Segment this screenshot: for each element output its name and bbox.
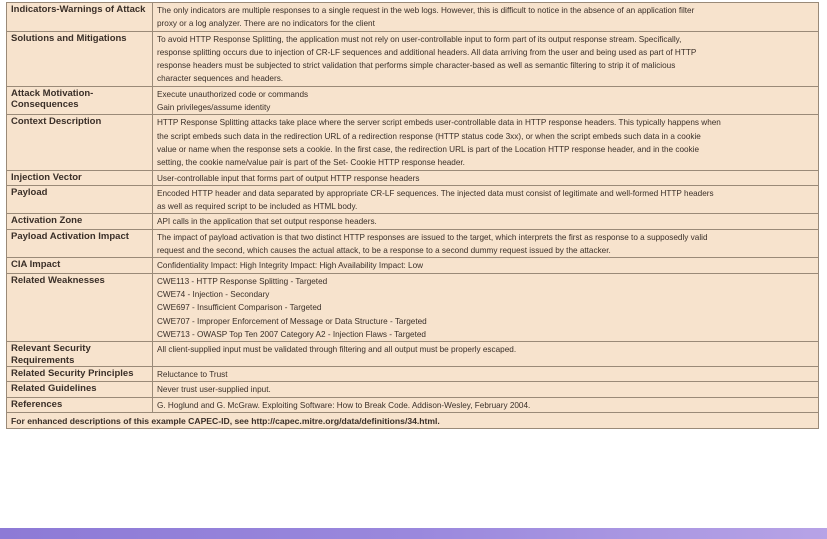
row-value <box>153 382 819 397</box>
row-value <box>153 86 819 115</box>
table-row <box>7 31 819 86</box>
value-line: The only indicators are multiple responses to a single request in the web logs. However, this is difficult to notice in the absence of an application filter <box>157 6 695 15</box>
row-label: Injection Vector <box>7 170 153 185</box>
bottom-accent-bar <box>0 528 827 539</box>
row-value <box>153 170 819 185</box>
value-line: CWE713 - OWASP Top Ten 2007 Category A2 - Injection Flaws - Targeted <box>157 329 426 339</box>
value-line: request and the second, which causes the actual attack, to be a response to a second dummy request issued by the attacker. <box>157 246 611 256</box>
value-line: Execute unauthorized code or commands <box>157 89 309 99</box>
row-label: Payload <box>7 185 153 214</box>
table-row <box>7 366 819 381</box>
row-label: Payload Activation Impact <box>7 229 153 258</box>
value-line: Encoded HTTP header and data separated by appropriate CR-LF sequences. The injected data must consist of legitimate and well-formed HTTP headers <box>157 188 714 198</box>
row-value <box>153 366 819 381</box>
table-row <box>7 382 819 397</box>
row-value <box>153 115 819 170</box>
row-value <box>153 342 819 367</box>
row-label: CIA Impact <box>7 258 153 273</box>
value-line: CWE707 - Improper Enforcement of Message or Data Structure - Targeted <box>157 316 427 326</box>
row-label: Related Guidelines <box>7 382 153 397</box>
table-body <box>7 3 819 413</box>
table-row <box>7 214 819 229</box>
row-label: Relevant Security Requirements <box>7 342 153 367</box>
row-label: Attack Motivation-Consequences <box>7 86 153 115</box>
value-line: HTTP Response Splitting attacks take place where the server script embeds user-controllable data in HTTP response headers. This typically happens when <box>157 118 721 128</box>
row-label: Related Security Principles <box>7 366 153 381</box>
row-value <box>153 258 819 273</box>
value-line: response splitting occurs due to injection of CR-LF sequences and additional headers. All data arriving from the user and being used as part of HTTP <box>157 47 697 57</box>
value-line: Reluctance to Trust <box>157 369 228 379</box>
value-line: value or name when the response sets a cookie. In the first case, the redirection URL is part of the Location HTTP response header, and in the cookie <box>157 144 700 154</box>
row-value <box>153 185 819 214</box>
row-label: Context Description <box>7 115 153 170</box>
value-line: The impact of payload activation is that two distinct HTTP responses are issued to the target, which interprets the first as response to a supposedly valid <box>157 232 708 242</box>
table-row <box>7 185 819 214</box>
value-line: User-controllable input that forms part of output HTTP response headers <box>157 173 420 183</box>
row-value <box>153 229 819 258</box>
value-line: character sequences and headers. <box>157 74 284 84</box>
row-value <box>153 397 819 412</box>
row-value <box>153 31 819 86</box>
table-row <box>7 258 819 273</box>
value-line: All client-supplied input must be validated through filtering and all output must be properly escaped. <box>157 345 517 355</box>
capec-attack-pattern-table <box>6 2 819 429</box>
value-line: To avoid HTTP Response Splitting, the application must not rely on user-controllable input to form part of its output response stream. Specifically, <box>157 34 682 44</box>
table-row <box>7 342 819 367</box>
row-label: Activation Zone <box>7 214 153 229</box>
footer-note: For enhanced descriptions of this example CAPEC-ID, see http://capec.mitre.org/data/definitions/34.html. <box>7 412 819 428</box>
table-row <box>7 229 819 258</box>
value-line: the script embeds such data in the redirection URL of a redirection response (HTTP status code 3xx), or when the script embeds such data in a cookie <box>157 131 701 141</box>
value-line: API calls in the application that set output response headers. <box>157 217 377 227</box>
row-value <box>153 273 819 341</box>
table-row <box>7 273 819 341</box>
row-value <box>153 3 819 32</box>
value-line: G. Hoglund and G. McGraw. Exploiting Software: How to Break Code. Addison-Wesley, February 2004. <box>157 400 531 410</box>
value-line: Never trust user-supplied input. <box>157 385 271 395</box>
row-label: References <box>7 397 153 412</box>
row-value <box>153 214 819 229</box>
value-line: CWE697 - Insufficient Comparison - Targeted <box>157 303 322 313</box>
value-line: Gain privileges/assume identity <box>157 103 271 113</box>
table-row <box>7 397 819 412</box>
table-row <box>7 3 819 32</box>
value-line: as well as required script to be included as HTML body. <box>157 202 358 212</box>
value-line: Confidentiality Impact: High Integrity Impact: High Availability Impact: Low <box>157 261 424 271</box>
value-line: setting, the cookie name/value pair is part of the Set- Cookie HTTP response header. <box>157 158 465 168</box>
value-line: proxy or a log analyzer. There are no indicators for the client <box>157 19 375 29</box>
footer-row <box>7 412 819 428</box>
table-row <box>7 170 819 185</box>
row-label: Solutions and Mitigations <box>7 31 153 86</box>
table-row <box>7 115 819 170</box>
row-label: Related Weaknesses <box>7 273 153 341</box>
value-line: response headers must be subjected to strict validation that performs simple character-based as well as semantic filtering to strip it of malicious <box>157 61 676 71</box>
value-line: CWE74 - Injection - Secondary <box>157 289 270 299</box>
capec-document <box>6 2 819 429</box>
table-row <box>7 86 819 115</box>
value-line: CWE113 - HTTP Response Splitting - Targeted <box>157 276 328 286</box>
row-label: Indicators-Warnings of Attack <box>7 3 153 32</box>
